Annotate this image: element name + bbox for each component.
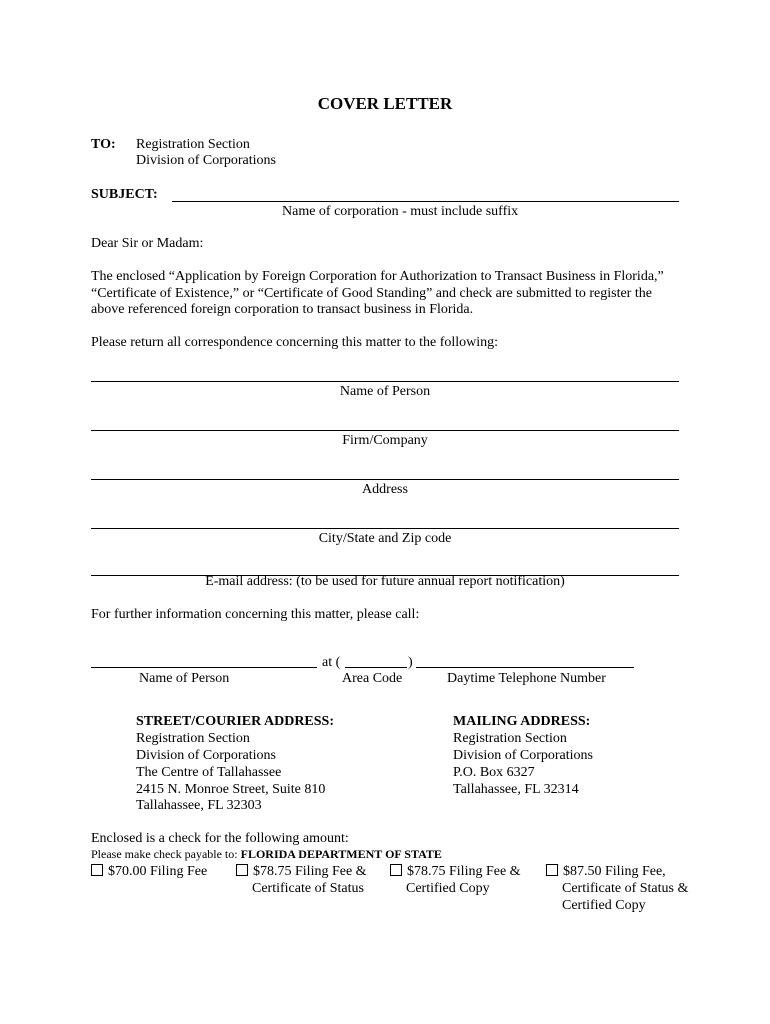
fee-option-label: $87.50 Filing Fee,	[563, 864, 666, 879]
name-of-person-caption: Name of Person	[339, 384, 431, 399]
to-label: TO:	[91, 137, 116, 152]
address-caption: Address	[362, 482, 408, 497]
street-address-line: 2415 N. Monroe Street, Suite 810	[136, 782, 326, 797]
mailing-address-heading: MAILING ADDRESS:	[453, 714, 591, 729]
firm-company-field[interactable]	[91, 430, 679, 431]
checkbox[interactable]	[390, 864, 402, 876]
mailing-address-line: Registration Section	[453, 731, 567, 746]
fee-option-label: Certificate of Status	[252, 881, 364, 896]
fee-option-label: $70.00 Filing Fee	[108, 864, 208, 879]
city-state-zip-caption: City/State and Zip code	[318, 531, 452, 546]
firm-company-caption: Firm/Company	[342, 433, 428, 448]
payable-line	[91, 847, 442, 862]
street-address-heading: STREET/COURIER ADDRESS:	[136, 714, 334, 729]
email-caption: E-mail address: (to be used for future annual report notification)	[205, 574, 565, 589]
city-state-zip-field[interactable]	[91, 528, 679, 529]
subject-caption: Name of corporation - must include suffix	[282, 204, 519, 219]
contact-name-field[interactable]	[91, 667, 317, 668]
street-address-line: Tallahassee, FL 32303	[136, 798, 262, 813]
body-paragraph: The enclosed “Application by Foreign Corporation for Authorization to Transact Business in Florida,” “Certificate of Existence,” or “Certificate of Good Standing” and check are submitted to register the above referenced foreign corporation to transact business in Florida.	[91, 269, 664, 317]
mailing-address-line: Tallahassee, FL 32314	[453, 782, 579, 797]
fee-option-label: Certified Copy	[562, 898, 646, 913]
payable-prefix: Please make check payable to:	[91, 847, 241, 861]
checkbox[interactable]	[236, 864, 248, 876]
subject-field[interactable]	[172, 201, 679, 202]
subject-label: SUBJECT:	[91, 187, 158, 202]
checkbox[interactable]	[546, 864, 558, 876]
area-code-field[interactable]	[345, 667, 407, 668]
checkbox[interactable]	[91, 864, 103, 876]
fee-option-70[interactable]	[91, 863, 207, 880]
fee-option-label: $78.75 Filing Fee &	[407, 864, 521, 879]
telephone-field[interactable]	[416, 667, 634, 668]
name-of-person-field[interactable]	[91, 381, 679, 382]
close-paren: )	[408, 655, 413, 670]
fee-option-label: Certified Copy	[406, 881, 490, 896]
phone-name-caption: Name of Person	[139, 671, 230, 686]
fee-option-label: Certificate of Status &	[562, 881, 689, 896]
area-code-caption: Area Code	[342, 671, 403, 686]
to-line-2: Division of Corporations	[136, 153, 276, 168]
at-label: at (	[322, 655, 341, 670]
street-address-line: Registration Section	[136, 731, 250, 746]
street-address-line: The Centre of Tallahassee	[136, 765, 282, 780]
return-instruction: Please return all correspondence concerning this matter to the following:	[91, 335, 499, 350]
to-line-1: Registration Section	[136, 137, 250, 152]
payable-to: FLORIDA DEPARTMENT OF STATE	[240, 847, 442, 861]
salutation: Dear Sir or Madam:	[91, 236, 204, 251]
page-title: COVER LETTER	[317, 94, 453, 113]
street-address-line: Division of Corporations	[136, 748, 276, 763]
call-instruction: For further information concerning this matter, please call:	[91, 607, 420, 622]
mailing-address-line: Division of Corporations	[453, 748, 593, 763]
enclosed-text: Enclosed is a check for the following amount:	[91, 831, 349, 846]
mailing-address-line: P.O. Box 6327	[453, 765, 535, 780]
fee-option-87[interactable]	[546, 863, 688, 914]
fee-option-78-status[interactable]	[236, 863, 367, 897]
fee-option-78-copy[interactable]	[390, 863, 521, 897]
telephone-caption: Daytime Telephone Number	[447, 671, 606, 686]
address-field[interactable]	[91, 479, 679, 480]
fee-option-label: $78.75 Filing Fee &	[253, 864, 367, 879]
